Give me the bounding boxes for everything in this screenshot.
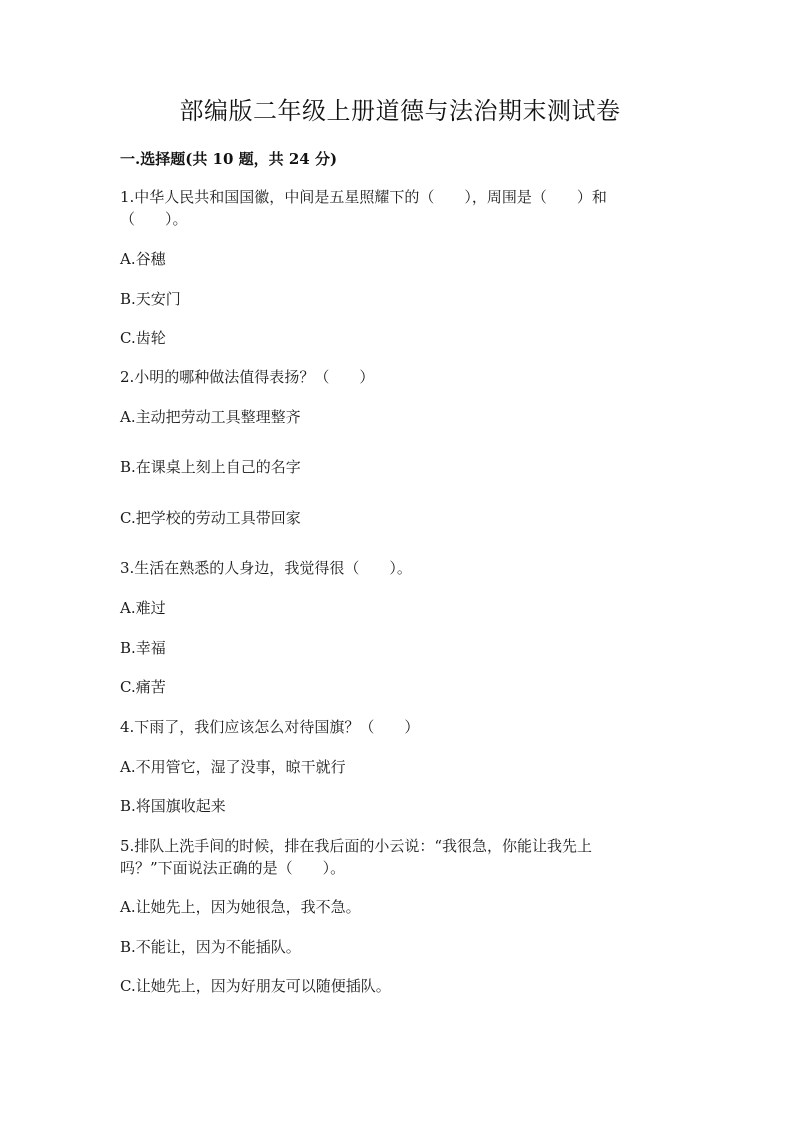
- section-heading: 一.选择题(共 10 题，共 24 分): [120, 150, 338, 168]
- question-5-text: 5.排队上洗手间的时候，排在我后面的小云说：“我很急，你能让我先上: [120, 837, 592, 855]
- page-title: 部编版二年级上册道德与法治期末测试卷: [179, 97, 621, 125]
- question-1-text-continued: （ ）。: [120, 210, 188, 228]
- question-4-option-a: A.不用管它，湿了没事，晾干就行: [120, 758, 346, 776]
- question-3-option-b: B.幸福: [120, 639, 166, 657]
- question-2-option-b: B.在课桌上刻上自己的名字: [120, 458, 301, 476]
- question-5-text-continued: 吗？”下面说法正确的是（ ）。: [120, 859, 346, 877]
- question-3-option-a: A.难过: [120, 599, 166, 617]
- question-1-option-a: A.谷穗: [120, 250, 166, 268]
- question-4-text: 4.下雨了，我们应该怎么对待国旗？（ ）: [120, 718, 420, 736]
- question-1-option-b: B.天安门: [120, 290, 181, 308]
- question-2-option-c: C.把学校的劳动工具带回家: [120, 509, 301, 527]
- question-5-option-b: B.不能让，因为不能插队。: [120, 938, 301, 956]
- question-2-option-a: A.主动把劳动工具整理整齐: [120, 408, 301, 426]
- question-1-text: 1.中华人民共和国国徽，中间是五星照耀下的（ ），周围是（ ）和: [120, 188, 607, 206]
- question-1-option-c: C.齿轮: [120, 329, 166, 347]
- question-5-option-a: A.让她先上，因为她很急，我不急。: [120, 898, 361, 916]
- question-4-option-b: B.将国旗收起来: [120, 797, 226, 815]
- question-3-option-c: C.痛苦: [120, 678, 166, 696]
- question-3-text: 3.生活在熟悉的人身边，我觉得很（ ）。: [120, 559, 412, 577]
- question-5-option-c: C.让她先上，因为好朋友可以随便插队。: [120, 977, 391, 995]
- question-2-text: 2.小明的哪种做法值得表扬？（ ）: [120, 368, 375, 386]
